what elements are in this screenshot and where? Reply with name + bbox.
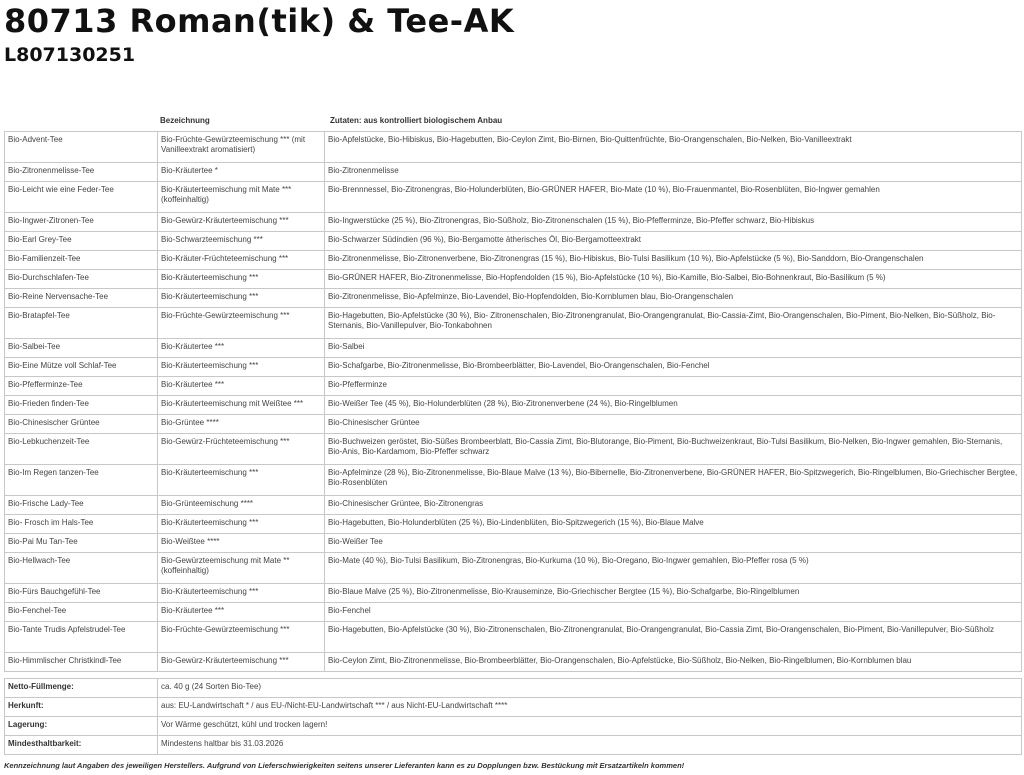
table-row [5,496,1022,515]
tea-type-cell: Bio-Früchte-Gewürzteemischung *** (mit Vanilleextrakt aromatisiert) [158,132,325,163]
tea-ingredients-cell: Bio-Apfelstücke, Bio-Hibiskus, Bio-Hagebutten, Bio-Ceylon Zimt, Bio-Birnen, Bio-Quittenfrüchte, Bio-Orangenschalen, Bio-Nelken, Bio-Vanilleextrakt [325,132,1022,163]
table-row [5,358,1022,377]
tea-name-cell: Bio- Frosch im Hals-Tee [5,515,158,534]
tea-type-cell: Bio-Kräuterteemischung mit Weißtee *** [158,396,325,415]
tea-ingredients-cell: Bio-Hagebutten, Bio-Apfelstücke (30 %), Bio-Zitronenschalen, Bio-Zitronengranulat, Bio-Orangengranulat, Bio-Cassia Zimt, Bio-Orangenschalen, Bio-Piment, Bio-Vanillepulver, Bio-Süßholz [325,622,1022,653]
tea-name-cell: Bio-Eine Mütze voll Schlaf-Tee [5,358,158,377]
table-row [5,377,1022,396]
tea-name-cell: Bio-Earl Grey-Tee [5,232,158,251]
tea-ingredients-cell: Bio-Blaue Malve (25 %), Bio-Zitronenmelisse, Bio-Krauseminze, Bio-Griechischer Bergtee (15 %), Bio-Schafgarbe, Bio-Ringelblumen [325,584,1022,603]
tea-ingredients-cell: Bio-GRÜNER HAFER, Bio-Zitronenmelisse, Bio-Hopfendolden (15 %), Bio-Apfelstücke (10 %), Bio-Kamille, Bio-Salbei, Bio-Bohnenkraut, Bio-Basilikum (5 %) [325,270,1022,289]
tea-type-cell: Bio-Gewürz-Kräuterteemischung *** [158,213,325,232]
tea-type-cell: Bio-Grünteemischung **** [158,496,325,515]
info-row [5,698,1022,717]
tea-name-cell: Bio-Bratapfel-Tee [5,308,158,339]
table-row [5,251,1022,270]
tea-type-cell: Bio-Kräuterteemischung *** [158,289,325,308]
tea-type-cell: Bio-Schwarzteemischung *** [158,232,325,251]
info-value: ca. 40 g (24 Sorten Bio-Tee) [158,679,1022,698]
table-row [5,434,1022,465]
tea-name-cell: Bio-Advent-Tee [5,132,158,163]
tea-name-cell: Bio-Salbei-Tee [5,339,158,358]
tea-ingredients-cell: Bio-Hagebutten, Bio-Apfelstücke (30 %), Bio- Zitronenschalen, Bio-Zitronengranulat, Bio-Orangengranulat, Bio-Cassia-Zimt, Bio-Orangenschalen, Bio-Piment, Bio-Nelken, Bio-Süßholz, Bio-Sternanis, Bio-Vanillepulver, Bio-Tonkabohnen [325,308,1022,339]
info-label: Herkunft: [5,698,158,717]
tea-name-cell: Bio-Ingwer-Zitronen-Tee [5,213,158,232]
tea-type-cell: Bio-Kräutertee *** [158,339,325,358]
tea-type-cell: Bio-Kräuterteemischung *** [158,270,325,289]
tea-ingredients-cell: Bio-Schafgarbe, Bio-Zitronenmelisse, Bio-Brombeerblätter, Bio-Lavendel, Bio-Orangenschalen, Bio-Fenchel [325,358,1022,377]
table-row [5,396,1022,415]
info-row [5,679,1022,698]
column-header-zutaten: Zutaten: aus kontrolliert biologischem Anbau [330,116,503,125]
tea-name-cell: Bio-Fürs Bauchgefühl-Tee [5,584,158,603]
tea-type-cell: Bio-Kräutertee * [158,163,325,182]
tea-ingredients-cell: Bio-Chinesischer Grüntee [325,415,1022,434]
tea-ingredients-cell: Bio-Schwarzer Südindien (96 %), Bio-Bergamotte ätherisches Öl, Bio-Bergamotteextrakt [325,232,1022,251]
table-row [5,270,1022,289]
table-row [5,308,1022,339]
ingredients-table [4,131,1022,672]
tea-name-cell: Bio-Frieden finden-Tee [5,396,158,415]
tea-ingredients-cell: Bio-Salbei [325,339,1022,358]
tea-ingredients-cell: Bio-Zitronenmelisse [325,163,1022,182]
tea-type-cell: Bio-Gewürz-Kräuterteemischung *** [158,653,325,672]
tea-type-cell: Bio-Früchte-Gewürzteemischung *** [158,308,325,339]
tea-type-cell: Bio-Kräuterteemischung *** [158,515,325,534]
product-info-table [4,678,1022,755]
table-row [5,163,1022,182]
tea-ingredients-cell: Bio-Pfefferminze [325,377,1022,396]
supplier-note: Kennzeichnung laut Angaben des jeweiligen Herstellers. Aufgrund von Lieferschwierigkeiten seitens unserer Lieferanten kann es zu Dopplungen bzw. Bestückung mit Ersatzartikeln kommen! [4,761,685,770]
tea-ingredients-cell: Bio-Weißer Tee (45 %), Bio-Holunderblüten (28 %), Bio-Zitronenverbene (24 %), Bio-Ringelblumen [325,396,1022,415]
tea-type-cell: Bio-Früchte-Gewürzteemischung *** [158,622,325,653]
tea-name-cell: Bio-Himmlischer Christkindl-Tee [5,653,158,672]
tea-name-cell: Bio-Lebkuchenzeit-Tee [5,434,158,465]
tea-name-cell: Bio-Fenchel-Tee [5,603,158,622]
info-value: aus: EU-Landwirtschaft * / aus EU-/Nicht-EU-Landwirtschaft *** / aus Nicht-EU-Landwirtschaft **** [158,698,1022,717]
tea-type-cell: Bio-Kräuterteemischung *** [158,584,325,603]
tea-name-cell: Bio-Tante Trudis Apfelstrudel-Tee [5,622,158,653]
tea-type-cell: Bio-Gewürzteemischung mit Mate ** (koffeinhaltig) [158,553,325,584]
info-label: Netto-Füllmenge: [5,679,158,698]
table-row [5,132,1022,163]
tea-ingredients-cell: Bio-Hagebutten, Bio-Holunderblüten (25 %), Bio-Lindenblüten, Bio-Spitzwegerich (15 %), Bio-Blaue Malve [325,515,1022,534]
product-title: 80713 Roman(tik) & Tee-AK [4,2,515,40]
tea-type-cell: Bio-Weißtee **** [158,534,325,553]
tea-name-cell: Bio-Frische Lady-Tee [5,496,158,515]
info-row [5,717,1022,736]
tea-name-cell: Bio-Hellwach-Tee [5,553,158,584]
table-row [5,339,1022,358]
tea-type-cell: Bio-Grüntee **** [158,415,325,434]
tea-name-cell: Bio-Pfefferminze-Tee [5,377,158,396]
info-value: Vor Wärme geschützt, kühl und trocken lagern! [158,717,1022,736]
table-row [5,622,1022,653]
tea-type-cell: Bio-Kräuterteemischung *** [158,465,325,496]
table-row [5,584,1022,603]
table-row [5,465,1022,496]
tea-ingredients-cell: Bio-Chinesischer Grüntee, Bio-Zitronengras [325,496,1022,515]
info-value: Mindestens haltbar bis 31.03.2026 [158,736,1022,755]
table-row [5,534,1022,553]
tea-ingredients-cell: Bio-Fenchel [325,603,1022,622]
table-row [5,182,1022,213]
tea-ingredients-cell: Bio-Buchweizen geröstet, Bio-Süßes Brombeerblatt, Bio-Cassia Zimt, Bio-Blutorange, Bio-Piment, Bio-Buchweizenkraut, Bio-Tulsi Basilikum, Bio-Nelken, Bio-Ingwer gemahlen, Bio-Sternanis, Bio-Anis, Bio-Kardamom, Bio-Pfeffer schwarz [325,434,1022,465]
tea-type-cell: Bio-Gewürz-Früchteteemischung *** [158,434,325,465]
info-label: Mindesthaltbarkeit: [5,736,158,755]
tea-ingredients-cell: Bio-Mate (40 %), Bio-Tulsi Basilikum, Bio-Zitronengras, Bio-Kurkuma (10 %), Bio-Oregano, Bio-Ingwer gemahlen, Bio-Pfeffer rosa (5 %) [325,553,1022,584]
tea-type-cell: Bio-Kräutertee *** [158,377,325,396]
table-row [5,515,1022,534]
tea-ingredients-cell: Bio-Zitronenmelisse, Bio-Apfelminze, Bio-Lavendel, Bio-Hopfendolden, Bio-Kornblumen blau, Bio-Orangenschalen [325,289,1022,308]
product-code: L807130251 [4,44,136,66]
tea-name-cell: Bio-Reine Nervensache-Tee [5,289,158,308]
table-row [5,553,1022,584]
tea-name-cell: Bio-Leicht wie eine Feder-Tee [5,182,158,213]
tea-ingredients-cell: Bio-Brennnessel, Bio-Zitronengras, Bio-Holunderblüten, Bio-GRÜNER HAFER, Bio-Mate (10 %), Bio-Frauenmantel, Bio-Rosenblüten, Bio-Ingwer gemahlen [325,182,1022,213]
tea-type-cell: Bio-Kräuter-Früchteteemischung *** [158,251,325,270]
table-row [5,213,1022,232]
tea-name-cell: Bio-Pai Mu Tan-Tee [5,534,158,553]
tea-ingredients-cell: Bio-Zitronenmelisse, Bio-Zitronenverbene, Bio-Zitronengras (15 %), Bio-Hibiskus, Bio-Tulsi Basilikum (10 %), Bio-Apfelstücke (5 %), Bio-Sanddorn, Bio-Orangenschalen [325,251,1022,270]
tea-name-cell: Bio-Durchschlafen-Tee [5,270,158,289]
table-row [5,289,1022,308]
table-row [5,603,1022,622]
tea-name-cell: Bio-Im Regen tanzen-Tee [5,465,158,496]
table-row [5,415,1022,434]
tea-type-cell: Bio-Kräuterteemischung mit Mate *** (koffeinhaltig) [158,182,325,213]
tea-name-cell: Bio-Zitronenmelisse-Tee [5,163,158,182]
tea-ingredients-cell: Bio-Ceylon Zimt, Bio-Zitronenmelisse, Bio-Brombeerblätter, Bio-Orangenschalen, Bio-Apfelstücke, Bio-Süßholz, Bio-Nelken, Bio-Ringelblumen, Bio-Kornblumen blau [325,653,1022,672]
table-row [5,653,1022,672]
tea-ingredients-cell: Bio-Weißer Tee [325,534,1022,553]
tea-name-cell: Bio-Chinesischer Grüntee [5,415,158,434]
tea-ingredients-cell: Bio-Ingwerstücke (25 %), Bio-Zitronengras, Bio-Süßholz, Bio-Zitronenschalen (15 %), Bio-Pfefferminze, Bio-Pfeffer schwarz, Bio-Hibiskus [325,213,1022,232]
column-header-bezeichnung: Bezeichnung [160,116,210,125]
tea-ingredients-cell: Bio-Apfelminze (28 %), Bio-Zitronenmelisse, Bio-Blaue Malve (13 %), Bio-Bibernelle, Bio-Zitronenverbene, Bio-GRÜNER HAFER, Bio-Spitzwegerich, Bio-Ringelblumen, Bio-Griechischer Bergtee, Bio-Rosenblüten [325,465,1022,496]
tea-name-cell: Bio-Familienzeit-Tee [5,251,158,270]
info-row [5,736,1022,755]
tea-type-cell: Bio-Kräutertee *** [158,603,325,622]
table-row [5,232,1022,251]
tea-type-cell: Bio-Kräuterteemischung *** [158,358,325,377]
info-label: Lagerung: [5,717,158,736]
